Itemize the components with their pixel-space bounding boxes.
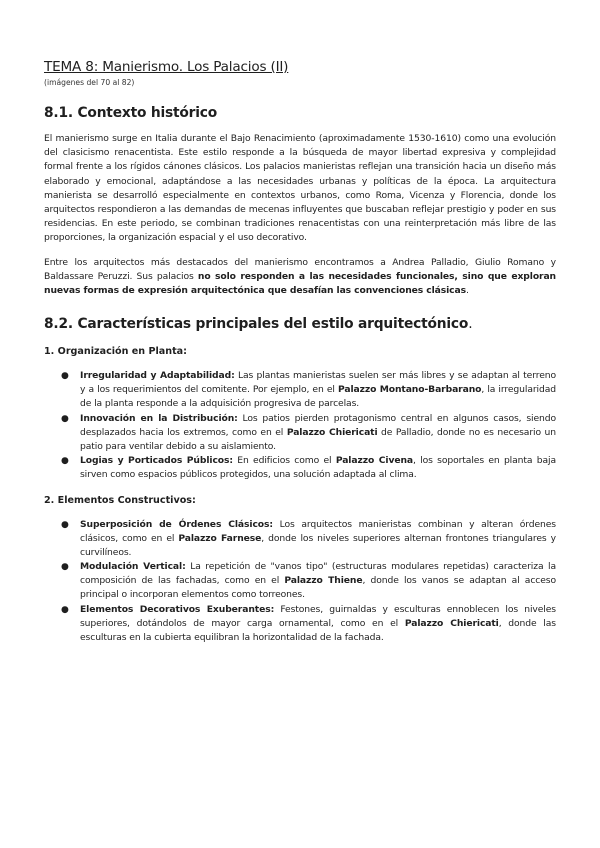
list-item-text: La repetición de "vanos tipo" (estructuras modulares repetidas) caracteriza la composición de las fachadas, como en el [80, 561, 556, 587]
subsection-heading-planta: 1. Organización en Planta: [44, 346, 187, 358]
list-item-bold: Palazzo Civena [335, 454, 414, 466]
list-item-text: Festones, guirnaldas y esculturas ennoblecen los niveles superiores, dotándolos de mayor carga ornamental, como en el [80, 603, 556, 629]
section-heading-caracteristicas [44, 315, 556, 333]
list-item-term: Modulación Vertical: [80, 561, 186, 573]
paragraph-contexto-1: El manierismo surge en Italia durante el Bajo Renacimiento (aproximadamente 1530-1610) como una evolución del clasicismo renacentista. Este estilo responde a la búsqueda de mayor libertad expresiva y complejidad formal frente a los rígidos cánones clásicos. Los palacios manieristas reflejan una transición hacia un diseño más elaborado y emocional, adaptándose a las necesidades urbanas y políticas de la época. La arquitectura manierista se desarrolló especialmente en contextos urbanos, como Roma, Vicenza y Florencia, donde los arquitectos respondieron a las demandas de mecenas influyentes que buscaban reflejar prestigio y poder en sus residencias. En este periodo, se combinan tradiciones renacentistas con una reinterpretación más libre de las proporciones, la organización espacial y el uso decorativo. [44, 133, 556, 244]
bullet-icon: ● [61, 455, 69, 466]
list-item-text: Los arquitectos manieristas combinan y alteran órdenes clásicos, como en el [80, 518, 556, 545]
list-item-text: , donde los vanos se adaptan al acceso principal o incorporan elementos como torreones. [80, 575, 557, 601]
list-item-bold: Palazzo Chiericati [404, 617, 499, 629]
list-item [61, 412, 556, 454]
list-item [61, 369, 556, 411]
list-item [61, 603, 556, 645]
document-page [44, 58, 556, 645]
paragraph-text: . [465, 285, 469, 297]
section-heading-contexto: 8.1. Contexto histórico [44, 105, 218, 121]
paragraph-bold-text: no solo responden a las necesidades funcionales, sino que exploran nuevas formas de expresión arquitectónica que desafían las convenciones clásicas [44, 270, 556, 297]
list-item-text: Las plantas manieristas suelen ser más libres y se adaptan al terreno y a los requerimientos del comitente. Por ejemplo, en el [80, 370, 556, 396]
bullet-icon: ● [61, 562, 69, 573]
list-item-bold: Palazzo Montano-Barbarano [337, 384, 482, 396]
heading-period: . [468, 316, 473, 333]
list-item-term: Irregularidad y Adaptabilidad: [80, 370, 235, 382]
list-item [61, 560, 557, 602]
list-item-term: Logias y Porticados Públicos: [80, 454, 233, 466]
list-constructivos [44, 518, 556, 645]
heading-text: 8.2. Características principales del estilo arquitectónico [44, 316, 469, 333]
bullet-icon: ● [61, 519, 69, 530]
list-item-text: , la irregularidad de la planta responde a la adquisición progresiva de parcelas. [80, 384, 556, 410]
bullet-icon: ● [61, 604, 69, 615]
list-item-text: de Palladio, donde no es necesario un patio para ventilar debido a su aislamiento. [80, 426, 556, 452]
list-item-text: , donde las esculturas en la cubierta equilibran la horizontalidad de la fachada. [80, 617, 556, 643]
list-item-text: , los soportales en planta baja sirven como espacios públicos protegidos, una solución adaptada al clima. [80, 454, 556, 480]
list-item-term: Superposición de Órdenes Clásicos: [80, 518, 273, 530]
list-item [61, 454, 556, 482]
page-subtitle: (imágenes del 70 al 82) [44, 78, 135, 87]
list-item-bold: Palazzo Farnese [178, 533, 262, 545]
list-item-term: Elementos Decorativos Exuberantes: [80, 603, 275, 615]
subsection-heading-constructivos: 2. Elementos Constructivos: [44, 494, 196, 506]
list-item-bold: Palazzo Thiene [284, 575, 363, 587]
list-item-bold: Palazzo Chiericati [286, 426, 378, 438]
list-item-text: Los patios pierden protagonismo central en algunos casos, siendo desplazados hacia los extremos, como en el [80, 412, 556, 438]
bullet-icon: ● [61, 371, 69, 382]
paragraph-contexto-2 [44, 256, 556, 299]
list-item-term: Innovación en la Distribución: [80, 412, 238, 424]
list-planta [44, 369, 556, 482]
page-title: TEMA 8: Manierismo. Los Palacios (II) [44, 59, 289, 75]
bullet-icon: ● [61, 413, 69, 424]
paragraph-text: Entre los arquitectos más destacados del manierismo encontramos a Andrea Palladio, Giulio Romano y Baldassare Peruzzi. Sus palacios [44, 256, 556, 282]
list-item-text: , donde los niveles superiores alternan frontones triangulares y curvilíneos. [80, 533, 556, 559]
list-item-text: En edificios como el [232, 454, 336, 466]
list-item [61, 518, 556, 560]
